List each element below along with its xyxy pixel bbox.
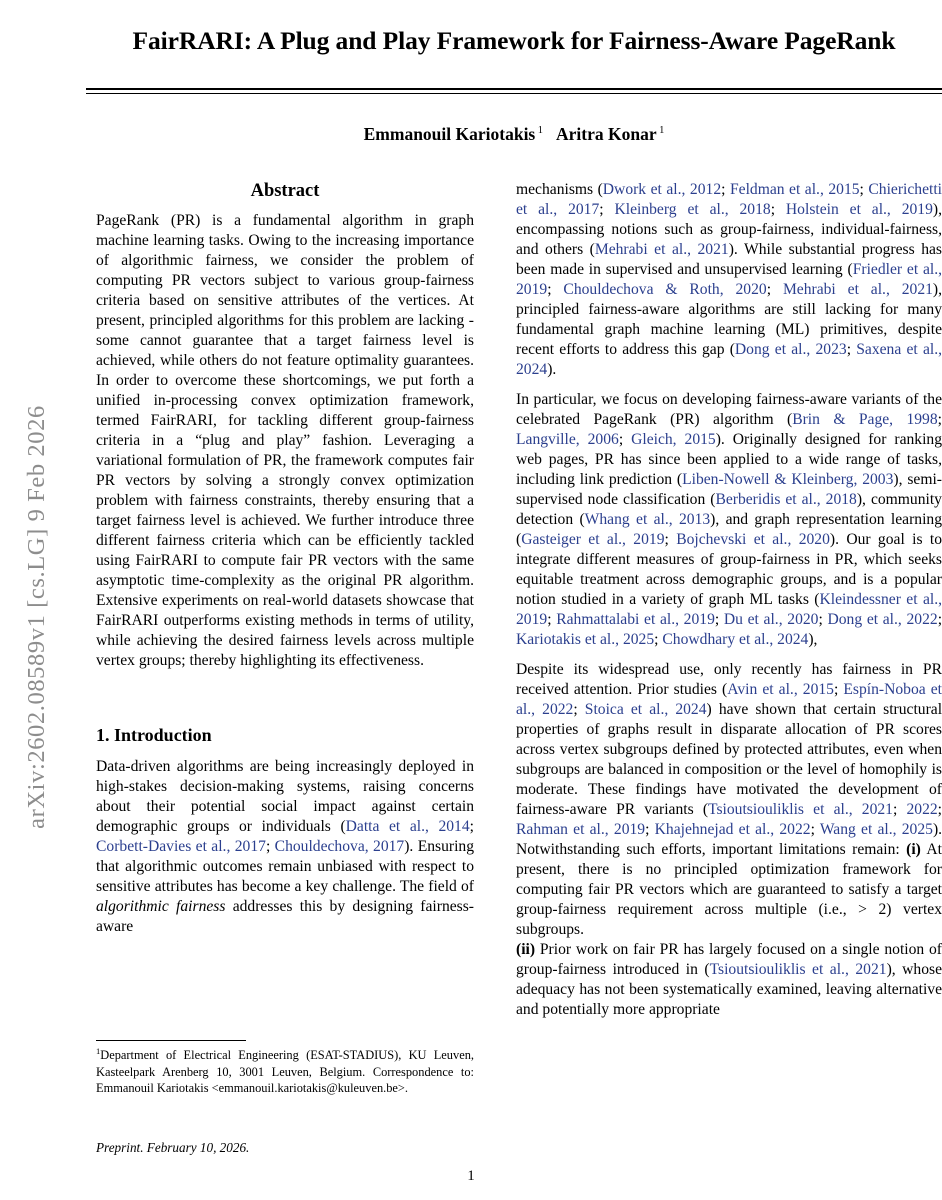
text-run: ).: [547, 361, 557, 379]
citation-link[interactable]: Kleinberg et al., 2018: [614, 201, 771, 219]
citation-link[interactable]: Rahmattalabi et al., 2019: [556, 611, 715, 629]
text-run: ). Notwithstanding such efforts, important limitations remain:: [516, 820, 942, 858]
citation-link[interactable]: Dong et al., 2022: [827, 611, 938, 629]
author-affiliation-marker: 1: [659, 125, 665, 137]
citation-link[interactable]: Feldman et al., 2015: [729, 181, 860, 198]
citation-link[interactable]: Avin et al., 2015: [727, 680, 834, 698]
text-run: mechanisms (: [516, 181, 603, 198]
author-list: [86, 124, 942, 145]
text-run: ). While substantial progress has been made in supervised and unsupervised learning (: [516, 241, 942, 279]
citation-link[interactable]: Whang et al., 2013: [584, 511, 711, 528]
right-paragraph-2: [516, 390, 942, 650]
citation-link[interactable]: Dong et al., 2023: [734, 341, 847, 359]
page-title: FairRARI: A Plug and Play Framework for Fairness-Aware PageRank: [132, 26, 896, 55]
citation-link[interactable]: Mehrabi et al., 2021: [594, 241, 729, 259]
citation-link[interactable]: Chierichetti et al., 2017: [516, 181, 942, 219]
intro-paragraph-1: [96, 757, 474, 937]
text-run: ;: [770, 201, 786, 219]
citation-link[interactable]: Brin & Page, 1998: [792, 410, 938, 428]
footnote-divider: [96, 1040, 246, 1041]
text-run: ;: [265, 837, 275, 855]
title-divider-thin: [86, 93, 942, 94]
citation-link[interactable]: Berberidis et al., 2018: [715, 490, 857, 508]
footnote-text: Department of Electrical Engineering (ESAT-STADIUS), KU Leuven, Kasteelpark Arenberg 10, 3001 Leuven, Belgium. Correspondence to: Emmanouil Kariotakis <emmanouil.kariotakis@kuleuven.be>.: [96, 1048, 474, 1095]
text-run: At present, there is no principled optimization framework for computing fair PR vectors which are guaranteed to satisfy a target group-fairness requirement across multiple (i.e., > 2) vertex subgroups.: [516, 841, 942, 939]
introduction-section: [96, 724, 474, 936]
text-run: ). Ensuring that algorithmic outcomes remain unbiased with respect to sensitive attributes has become a key challenge. The field of: [96, 837, 475, 895]
page-number: 1: [467, 1168, 475, 1184]
text-run: ), and graph representation learning (: [516, 511, 942, 549]
text-run: ). Our goal is to integrate different measures of group-fairness in PR, which seeks equitable treatment across demographic groups, and is a popular notion studied in a variety of graph ML tasks (: [516, 531, 942, 609]
emphasis-text: algorithmic fairness: [96, 897, 226, 915]
abstract-body: PageRank (PR) is a fundamental algorithm in graph machine learning tasks. Owing to the increasing importance of algorithmic fairness, we consider the problem of computing PR vectors subject to various group-fairness criteria based on sensitive attributes of the vertices. At present, principled algorithms for this problem are lacking - some cannot guarantee that a target fairness level is achieved, while others do not feature optimality guarantees. In order to overcome these shortcomings, we put forth a unified in-processing convex optimization framework, termed FairRARI, for tackling different group-fairness criteria in a “plug and play” fashion. Leveraging a variational formulation of PR, the framework computes fair PR vectors by solving a strongly convex optimization problem with fairness constraints, thereby ensuring that a target fairness level is achieved. We further introduce three different fairness criteria which can be efficiently tackled using FairRARI to compute fair PR vectors with the same asymptotic time-complexity as the original PR algorithm. Extensive experiments on real-world datasets showcase that FairRARI outperforms existing methods in terms of utility, while achieving the desired fairness levels across multiple vertex groups; thereby highlighting its effectiveness.: [96, 211, 474, 670]
text-run: ;: [721, 181, 730, 198]
author-name: Emmanouil Kariotakis: [363, 124, 536, 144]
text-run: Data-driven algorithms are being increasingly deployed in high-stakes decision-making systems, raising concerns about their potential social impact against certain demographic groups or individuals (: [96, 757, 474, 835]
title-block: [86, 26, 942, 57]
author-affiliation-marker: 1: [537, 125, 543, 137]
footnote-block: [96, 1046, 474, 1096]
abstract-heading: Abstract: [250, 181, 320, 201]
text-run: ), semi-supervised node classification (: [516, 470, 942, 508]
citation-link[interactable]: Holstein et al., 2019: [785, 201, 933, 219]
arxiv-identifier-stamp: arXiv:2602.08589v1 [cs.LG] 9 Feb 2026: [23, 405, 50, 829]
text-run: ;: [818, 611, 828, 629]
section-heading-introduction: 1. Introduction: [96, 725, 212, 746]
citation-link[interactable]: Rahman et al., 2019: [516, 820, 646, 838]
citation-link[interactable]: Kleindessner et al., 2019: [516, 591, 942, 629]
citation-link[interactable]: Liben-Nowell & Kleinberg, 2003: [682, 470, 894, 488]
citation-link[interactable]: Friedler et al., 2019: [516, 261, 942, 299]
right-paragraph-4: [516, 940, 942, 1020]
right-column: [516, 180, 942, 1020]
text-run: ;: [469, 817, 474, 835]
text-run: ;: [547, 281, 564, 299]
right-paragraph-3: [516, 660, 942, 940]
text-run: ;: [618, 430, 632, 448]
text-run: ;: [645, 820, 655, 838]
preprint-notice: Preprint. February 10, 2026.: [96, 1140, 250, 1155]
author-entry: [364, 124, 543, 144]
text-run: ;: [547, 611, 557, 629]
citation-link[interactable]: Tsioutsiouliklis et al., 2021: [709, 961, 887, 979]
citation-link[interactable]: 2022: [906, 800, 938, 818]
text-run: Despite its widespread use, only recently has fairness in PR received attention. Prior studies (: [516, 660, 942, 698]
text-run: ). Originally designed for ranking web pages, PR has since been applied to a wide range of tasks, including link prediction (: [516, 430, 942, 488]
citation-link[interactable]: Tsioutsiouliklis et al., 2021: [708, 800, 893, 818]
text-run: Prior work on fair PR has largely focused on a single notion of group-fairness introduced in (: [516, 941, 942, 979]
citation-link[interactable]: Kariotakis et al., 2025: [516, 631, 655, 649]
text-run: addresses this by designing fairness-aware: [96, 897, 474, 935]
citation-link[interactable]: Dwork et al., 2012: [602, 181, 722, 198]
author-name: Aritra Konar: [556, 124, 657, 144]
citation-link[interactable]: Datta et al., 2014: [345, 817, 470, 835]
text-run: In particular, we focus on developing fairness-aware variants of the celebrated PageRank (PR) algorithm (: [516, 390, 942, 428]
text-run: ;: [654, 631, 663, 649]
citation-link[interactable]: Gleich, 2015: [631, 430, 716, 448]
left-column: [96, 180, 474, 946]
text-run: ;: [664, 531, 677, 549]
citation-link[interactable]: Bojchevski et al., 2020: [676, 531, 830, 549]
citation-link[interactable]: Gasteiger et al., 2019: [521, 531, 665, 549]
citation-link[interactable]: Chouldechova, 2017: [274, 837, 405, 855]
citation-link[interactable]: Khajehnejad et al., 2022: [654, 820, 811, 838]
title-divider-thick: [86, 88, 942, 90]
text-run: ),: [808, 631, 818, 649]
text-run: ), encompassing notions such as group-fairness, individual-fairness, and others (: [516, 201, 942, 259]
citation-link[interactable]: Langville, 2006: [516, 430, 619, 448]
text-run: ), principled fairness-aware algorithms are still lacking for many fundamental graph machine learning (ML) primitives, despite recent efforts to address this gap (: [516, 281, 942, 359]
right-paragraph-1: [516, 180, 942, 380]
citation-link[interactable]: Chouldechova & Roth, 2020: [563, 281, 767, 299]
text-run: ) have shown that certain structural properties of graphs result in disparate allocation of PR scores across vertex subgroups defined by protected attributes, even when subgroups are balanced in composition or the level of homophily is moderate. These findings have motivated the development of fairness-aware PR variants (: [516, 700, 942, 818]
text-run: ;: [846, 341, 857, 359]
text-run: ;: [892, 800, 907, 818]
citation-link[interactable]: Wang et al., 2025: [819, 820, 933, 838]
list-marker-ii: (ii): [516, 941, 536, 959]
author-entry: [556, 124, 664, 144]
list-marker-i: (i): [906, 841, 921, 858]
text-run: ;: [810, 820, 820, 838]
citation-link[interactable]: Du et al., 2020: [723, 611, 819, 629]
text-run: ;: [937, 800, 942, 818]
text-run: ), whose adequacy has not been systematically examined, leaving alternative and potentially more appropriate: [516, 961, 942, 1019]
citation-link[interactable]: Espín-Noboa et al., 2022: [516, 680, 942, 718]
text-run: ;: [599, 201, 615, 219]
text-run: ;: [859, 181, 869, 198]
text-run: ;: [714, 611, 724, 629]
citation-link[interactable]: Saxena et al., 2024: [516, 341, 942, 379]
text-run: ), community detection (: [516, 490, 942, 528]
citation-link[interactable]: Chowdhary et al., 2024: [662, 631, 809, 649]
text-run: ;: [833, 680, 844, 698]
text-run: ;: [766, 281, 783, 299]
footnote-marker: 1: [96, 1046, 101, 1056]
citation-link[interactable]: Stoica et al., 2024: [584, 700, 707, 718]
text-run: ;: [573, 700, 585, 718]
text-run: ;: [937, 611, 942, 629]
text-run: ;: [937, 410, 942, 428]
citation-link[interactable]: Mehrabi et al., 2021: [782, 281, 933, 299]
citation-link[interactable]: Corbett-Davies et al., 2017: [96, 837, 266, 855]
